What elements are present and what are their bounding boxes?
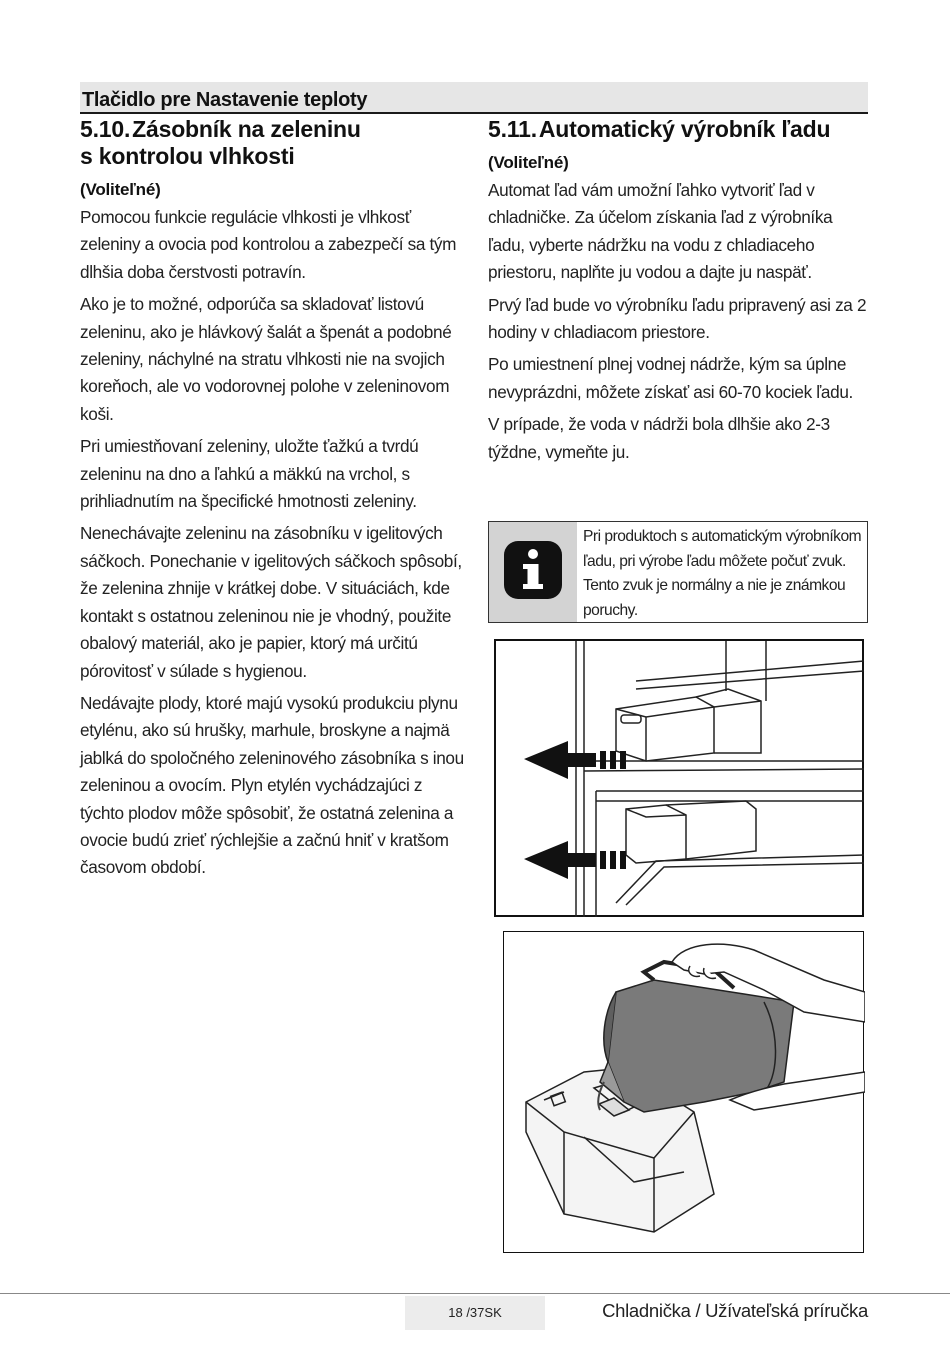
section-title-line2: s kontrolou vlhkosti bbox=[80, 143, 295, 169]
paragraph: Prvý ľad bude vo výrobníku ľadu pripravený asi za 2 hodiny v chladiacom priestore. bbox=[488, 294, 867, 343]
section-title: Automatický výrobník ľadu bbox=[538, 116, 831, 142]
info-icon-cell bbox=[489, 522, 577, 622]
footer-divider bbox=[0, 1293, 950, 1294]
figure-water-tank-removal bbox=[494, 639, 864, 917]
footer-document-title: Chladnička / Užívateľská príručka bbox=[602, 1300, 868, 1321]
figure-filling-water-tank bbox=[503, 931, 864, 1253]
paragraph: Nenechávajte zeleninu na zásobníku v igelitových sáčkoch. Ponechanie v igelitových sáčkoch spôsobí, že zelenina zhnije v krátkej dobe. V situáciách, kde kontakt s ostatnou zeleninou nie je vhodný, použite obalový materiál, ako je papier, ktorý má určitú pórovitosť v súlade s hygienou. bbox=[80, 523, 462, 681]
page-header-title: Tlačidlo pre Nastavenie teploty bbox=[82, 89, 368, 111]
section-number: 5.11. bbox=[488, 116, 537, 142]
paragraph: Automat ľad vám umožní ľahko vytvoriť ľad v chladničke. Za účelom získania ľad z výrobníka ľadu, vyberte nádržku na vodu z chladiaceho priestoru, naplňte ju vodou a dajte ju naspäť. bbox=[488, 180, 833, 283]
section-title-ice-maker bbox=[488, 116, 870, 143]
paragraph: Po umiestnení plnej vodnej nádrže, kým sa úplne nevyprázdni, môžete získať asi 60-70 kociek ľadu. bbox=[488, 354, 853, 402]
water-tank-filling-illustration bbox=[504, 932, 865, 1254]
section-title-vegetable-crisper bbox=[80, 116, 465, 170]
info-note-text: Pri produktoch s automatickým výrobníkom ľadu, pri výrobe ľadu môžete počuť zvuk. Tento zvuk je normálny a nie je známkou poruchy. bbox=[583, 528, 862, 619]
section-vegetable-crisper bbox=[80, 116, 465, 887]
paragraph: Nedávajte plody, ktoré majú vysokú produkciu plynu etylénu, ako sú hrušky, marhule, broskyne a najmä jablká do spoločného zeleninového zásobníka s inou zeleninou a ovocím. Plyn etylén vychádzajúci z týchto plodov môže spôsobiť, že ostatná zelenina a ovocie budú zrieť rýchlejšie a začnú hniť v kratšom časovom období. bbox=[80, 692, 464, 878]
paragraph: Ako je to možné, odporúča sa skladovať listovú zeleninu, ako je hlávkový šalát a špenát a podobné zeleniny, náchylné na stratu vlhkosti nie na svojich koreňoch, ale vo vodorovnej polohe v zeleninovom koši. bbox=[80, 294, 452, 424]
section-ice-maker bbox=[488, 116, 870, 471]
paragraph: V prípade, že voda v nádrži bola dlhšie ako 2-3 týždne, vymeňte ju. bbox=[488, 414, 830, 462]
info-note-box bbox=[488, 521, 868, 623]
paragraph: Pomocou funkcie regulácie vlhkosti je vlhkosť zeleniny a ovocia pod kontrolou a zabezpečí sa tým dlhšia doba čerstvosti potravín. bbox=[80, 207, 457, 282]
optional-label: (Voliteľné) bbox=[80, 180, 161, 199]
section-title-line1: Zásobník na zeleninu bbox=[132, 116, 361, 142]
optional-label: (Voliteľné) bbox=[488, 153, 569, 172]
page-number-box bbox=[405, 1296, 545, 1330]
fridge-interior-illustration bbox=[496, 641, 866, 919]
page-header bbox=[80, 82, 868, 114]
section-number: 5.10. bbox=[80, 116, 131, 142]
paragraph: Pri umiestňovaní zeleniny, uložte ťažkú a tvrdú zeleninu na dno a ľahkú a mäkkú na vrchol, s prihliadnutím na špecifické hmotnosti zeleniny. bbox=[80, 436, 419, 512]
info-icon bbox=[502, 533, 564, 611]
page-number: 18 /37SK bbox=[448, 1305, 502, 1320]
